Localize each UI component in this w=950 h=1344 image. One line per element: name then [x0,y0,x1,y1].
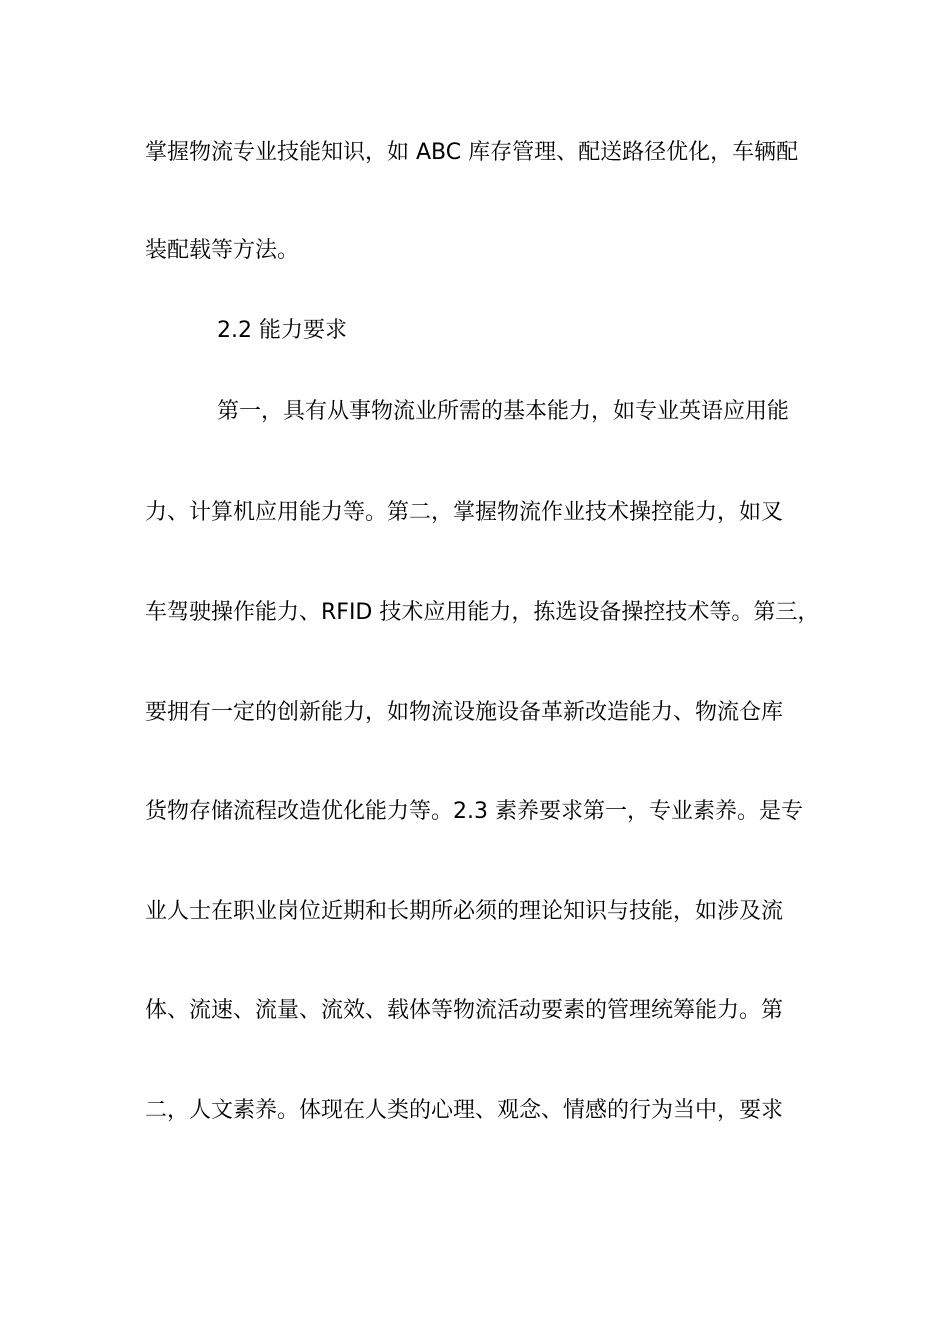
paragraph-line-5: 车驾驶操作能力、RFID 技术应用能力，拣选设备操控技术等。第三， [145,600,820,625]
paragraph-line-10: 二，人文素养。体现在人类的心理、观念、情感的行为当中，要求 [145,1098,784,1123]
paragraph-line-6: 要拥有一定的创新能力，如物流设施设备革新改造能力、物流仓库 [145,700,784,725]
paragraph-line-1: 掌握物流专业技能知识，如 ABC 库存管理、配送路径优化，车辆配 [145,140,799,165]
section-heading: 2.2 能力要求 [217,318,347,343]
paragraph-line-9: 体、流速、流量、流效、载体等物流活动要素的管理统筹能力。第 [145,998,784,1023]
paragraph-line-4: 力、计算机应用能力等。第二，掌握物流作业技术操控能力，如叉 [145,500,784,525]
paragraph-line-2: 装配载等方法。 [145,238,300,263]
paragraph-line-8: 业人士在职业岗位近期和长期所必须的理论知识与技能，如涉及流 [145,899,784,924]
paragraph-line-3: 第一，具有从事物流业所需的基本能力，如专业英语应用能 [217,399,790,424]
paragraph-line-7: 货物存储流程改造优化能力等。2.3 素养要求第一，专业素养。是专 [145,799,803,824]
